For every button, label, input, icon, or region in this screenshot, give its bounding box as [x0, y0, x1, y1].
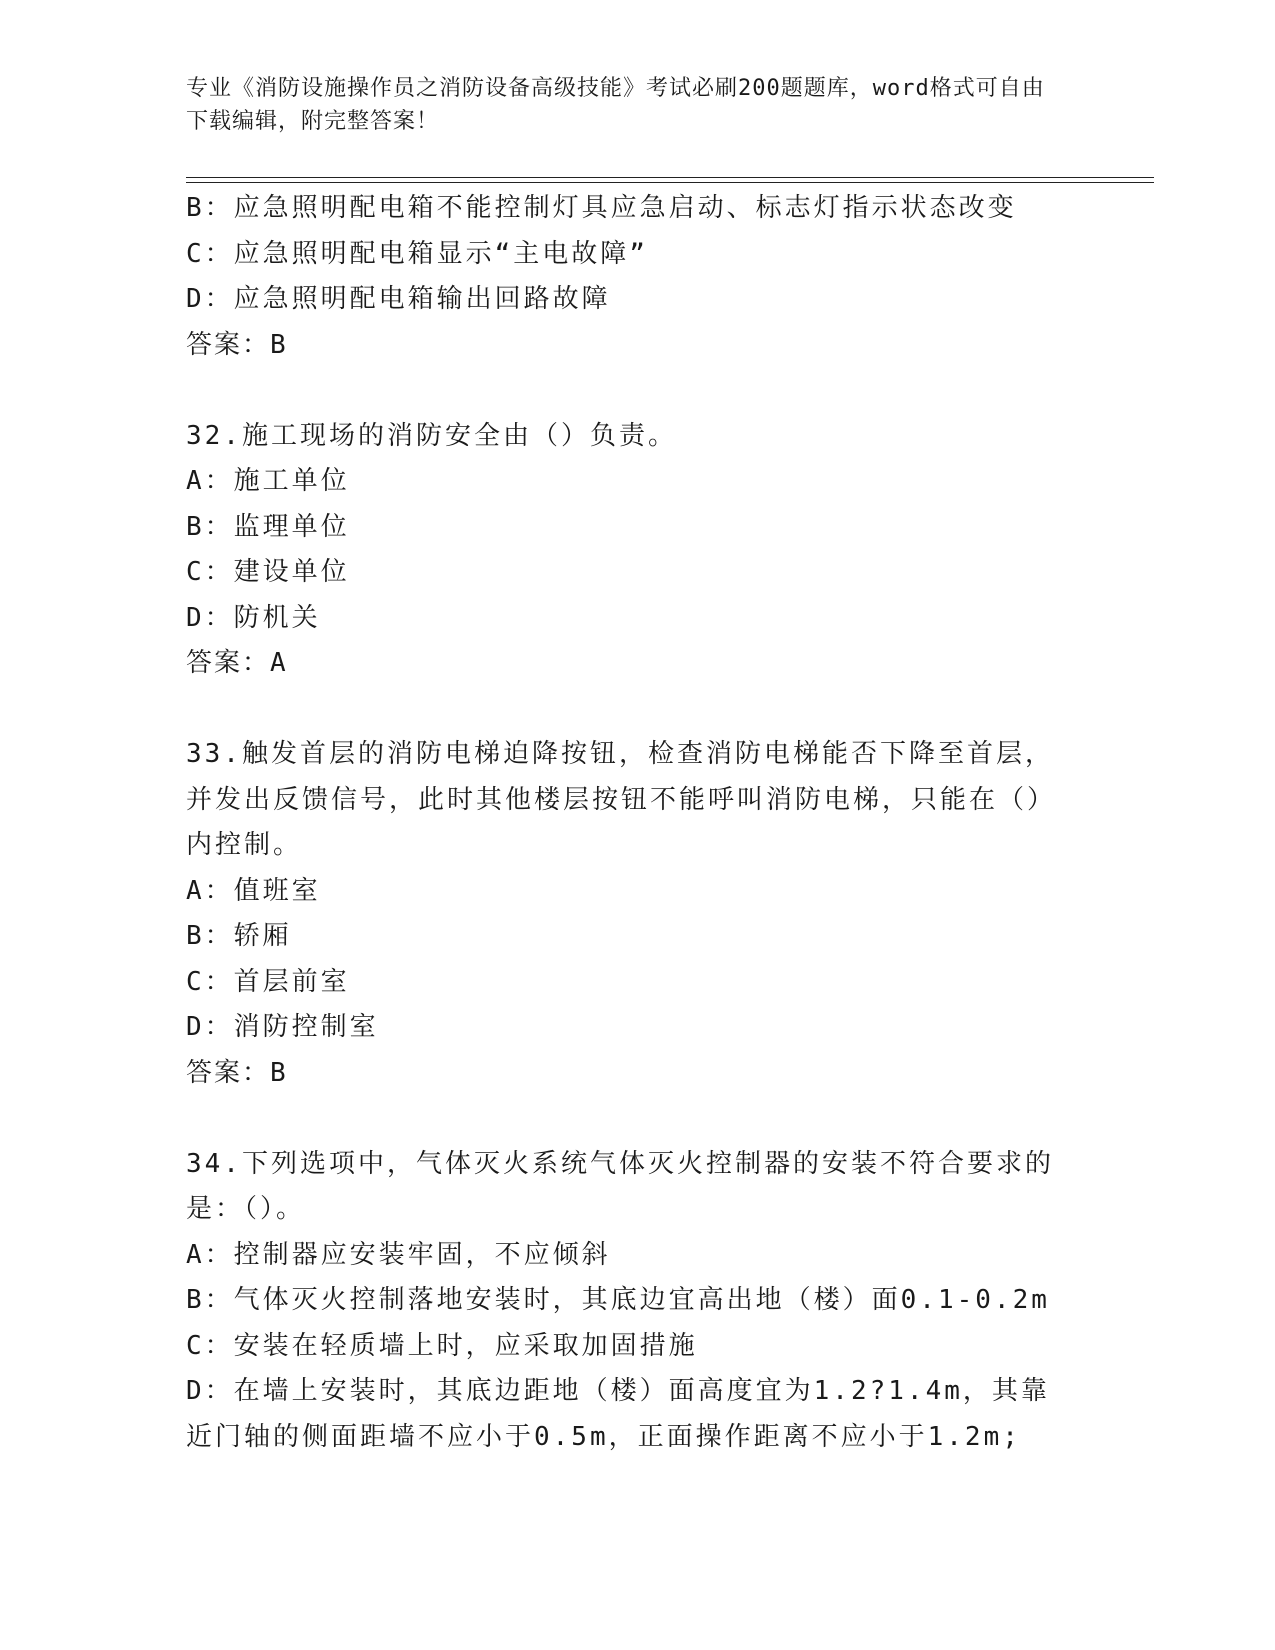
option-line: A：值班室: [186, 875, 321, 906]
option-line: D：防机关: [186, 602, 321, 633]
option-line: D：在墙上安装时，其底边距地（楼）面高度宜为1.2?1.4m，其靠近门轴的侧面距墙不应小于0.5m，正面操作距离不应小于1.2m;: [186, 1376, 1050, 1452]
document-body: [186, 186, 1076, 1460]
question-text: 34.下列选项中，气体灭火系统气体灭火控制器的安装不符合要求的是：（）。: [186, 1148, 1054, 1224]
option-line: B：轿厢: [186, 921, 292, 951]
spacer: [186, 687, 1076, 733]
option-line: B：应急照明配电箱不能控制灯具应急启动、标志灯指示状态改变: [186, 193, 1017, 223]
option-line: C：应急照明配电箱显示“主电故障”: [186, 238, 648, 269]
option-line: A：施工单位: [186, 466, 350, 496]
answer-line: 答案：A: [186, 648, 288, 678]
header-rule-bottom: [186, 182, 1154, 183]
option-line: C：建设单位: [186, 557, 350, 587]
question-text: 33.触发首层的消防电梯迫降按钮，检查消防电梯能否下降至首层，并发出反馈信号，此时其他楼层按钮不能呼叫消防电梯，只能在（）内控制。: [186, 739, 1057, 860]
option-line: B：监理单位: [186, 511, 350, 542]
option-line: D：应急照明配电箱输出回路故障: [186, 284, 611, 314]
option-line: B：气体灭火控制落地安装时，其底边宜高出地（楼）面0.1-0.2m: [186, 1285, 1050, 1315]
spacer: [186, 368, 1076, 414]
option-line: C：安装在轻质墙上时，应采取加固措施: [186, 1330, 698, 1361]
option-line: A：控制器应安装牢固，不应倾斜: [186, 1239, 611, 1270]
question-text: 32.施工现场的消防安全由（）负责。: [186, 420, 677, 451]
option-line: D：消防控制室: [186, 1012, 379, 1042]
option-line: C：首层前室: [186, 966, 350, 997]
answer-line: 答案：B: [186, 1057, 288, 1088]
answer-line: 答案：B: [186, 329, 288, 360]
header-rule-top: [186, 177, 1154, 178]
spacer: [186, 1096, 1076, 1142]
document-header: 专业《消防设施操作员之消防设备高级技能》考试必刷200题题库，word格式可自由下载编辑，附完整答案！: [186, 76, 1045, 134]
